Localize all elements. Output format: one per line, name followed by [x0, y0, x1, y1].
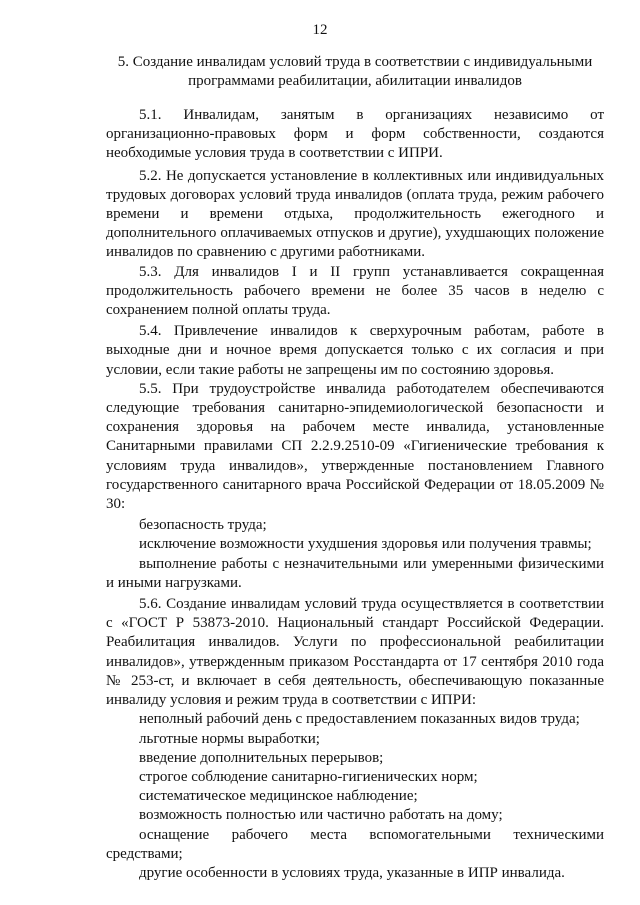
section-title: Создание инвалидам условий труда в соответствии с индивидуальными программами реабилитации, абилитации инвалидов — [132, 54, 593, 89]
paragraph-5-3: 5.3. Для инвалидов I и II групп устанавливается сокращенная продолжительность рабочего времени не более 35 часов в неделю с сохранением полной оплаты труда. — [106, 263, 604, 319]
list-item: другие особенности в условиях труда, указанные в ИПР инвалида. — [139, 864, 565, 881]
paragraph-5-5: 5.5. При трудоустройстве инвалида работодателем обеспечиваются следующие требования санитарно-эпидемиологической безопасности и сохранения здоровья на рабочем месте инвалида, установленные Санитарными правилами СП 2.2.9.2510-09 «Гигиенические требования к условиям труда инвалидов», утвержденные постановлением Главного государственного санитарного врача Российской Федерации от 18.05.2009 № 30: — [106, 380, 604, 513]
list-item: безопасность труда; — [139, 517, 267, 534]
paragraph-5-6: 5.6. Создание инвалидам условий труда осуществляется в соответствии с «ГОСТ Р 53873-2010. Национальный стандарт Российской Федерации. Реабилитация инвалидов. Услуги по профессиональной реабилитации инвалидов», утвержденным приказом Росстандарта от 17 сентября 2010 года № 253-ст, и включает в себя деятельность, обеспечивающую показанные инвалиду условия и режим труда в соответствии с ИПРИ: — [106, 596, 604, 709]
list-item: строгое соблюдение санитарно-гигиенических норм; — [139, 768, 478, 785]
list-item: неполный рабочий день с предоставлением показанных видов труда; — [139, 711, 580, 728]
list-item: оснащение рабочего места вспомогательными техническими средствами; — [106, 826, 604, 862]
list-item: введение дополнительных перерывов; — [139, 749, 384, 766]
section-number: 5. — [117, 54, 129, 70]
paragraph-5-1: 5.1. Инвалидам, занятым в организациях независимо от организационно-правовых форм и форм собственности, создаются необходимые условия труда в соответствии с ИПРИ. — [106, 107, 604, 162]
page-number: 12 — [312, 22, 328, 38]
list-item: исключение возможности ухудшения здоровья или получения травмы; — [139, 536, 592, 553]
list-item: выполнение работы с незначительными или умеренными физическими и иными нагрузками. — [106, 555, 604, 591]
document-body — [106, 106, 604, 883]
paragraph-5-4: 5.4. Привлечение инвалидов к сверхурочным работам, работе в выходные дни и ночное время допускается только с их согласия и при условии, если такие работы не запрещены им по состоянию здоровья. — [106, 323, 604, 378]
list-item: льготные нормы выработки; — [139, 730, 320, 747]
list-item: систематическое медицинское наблюдение; — [139, 788, 418, 805]
section-heading — [106, 53, 604, 91]
paragraph-5-2: 5.2. Не допускается установление в коллективных или индивидуальных трудовых договорах условий труда инвалидов (оплата труда, режим рабочего времени и времени отдыха, продолжительность ежегодного и дополнительного оплачиваемых отпусков и другие), ухудшающих положение инвалидов по сравнению с другими работниками. — [106, 167, 604, 261]
list-item: возможность полностью или частично работать на дому; — [139, 807, 503, 824]
